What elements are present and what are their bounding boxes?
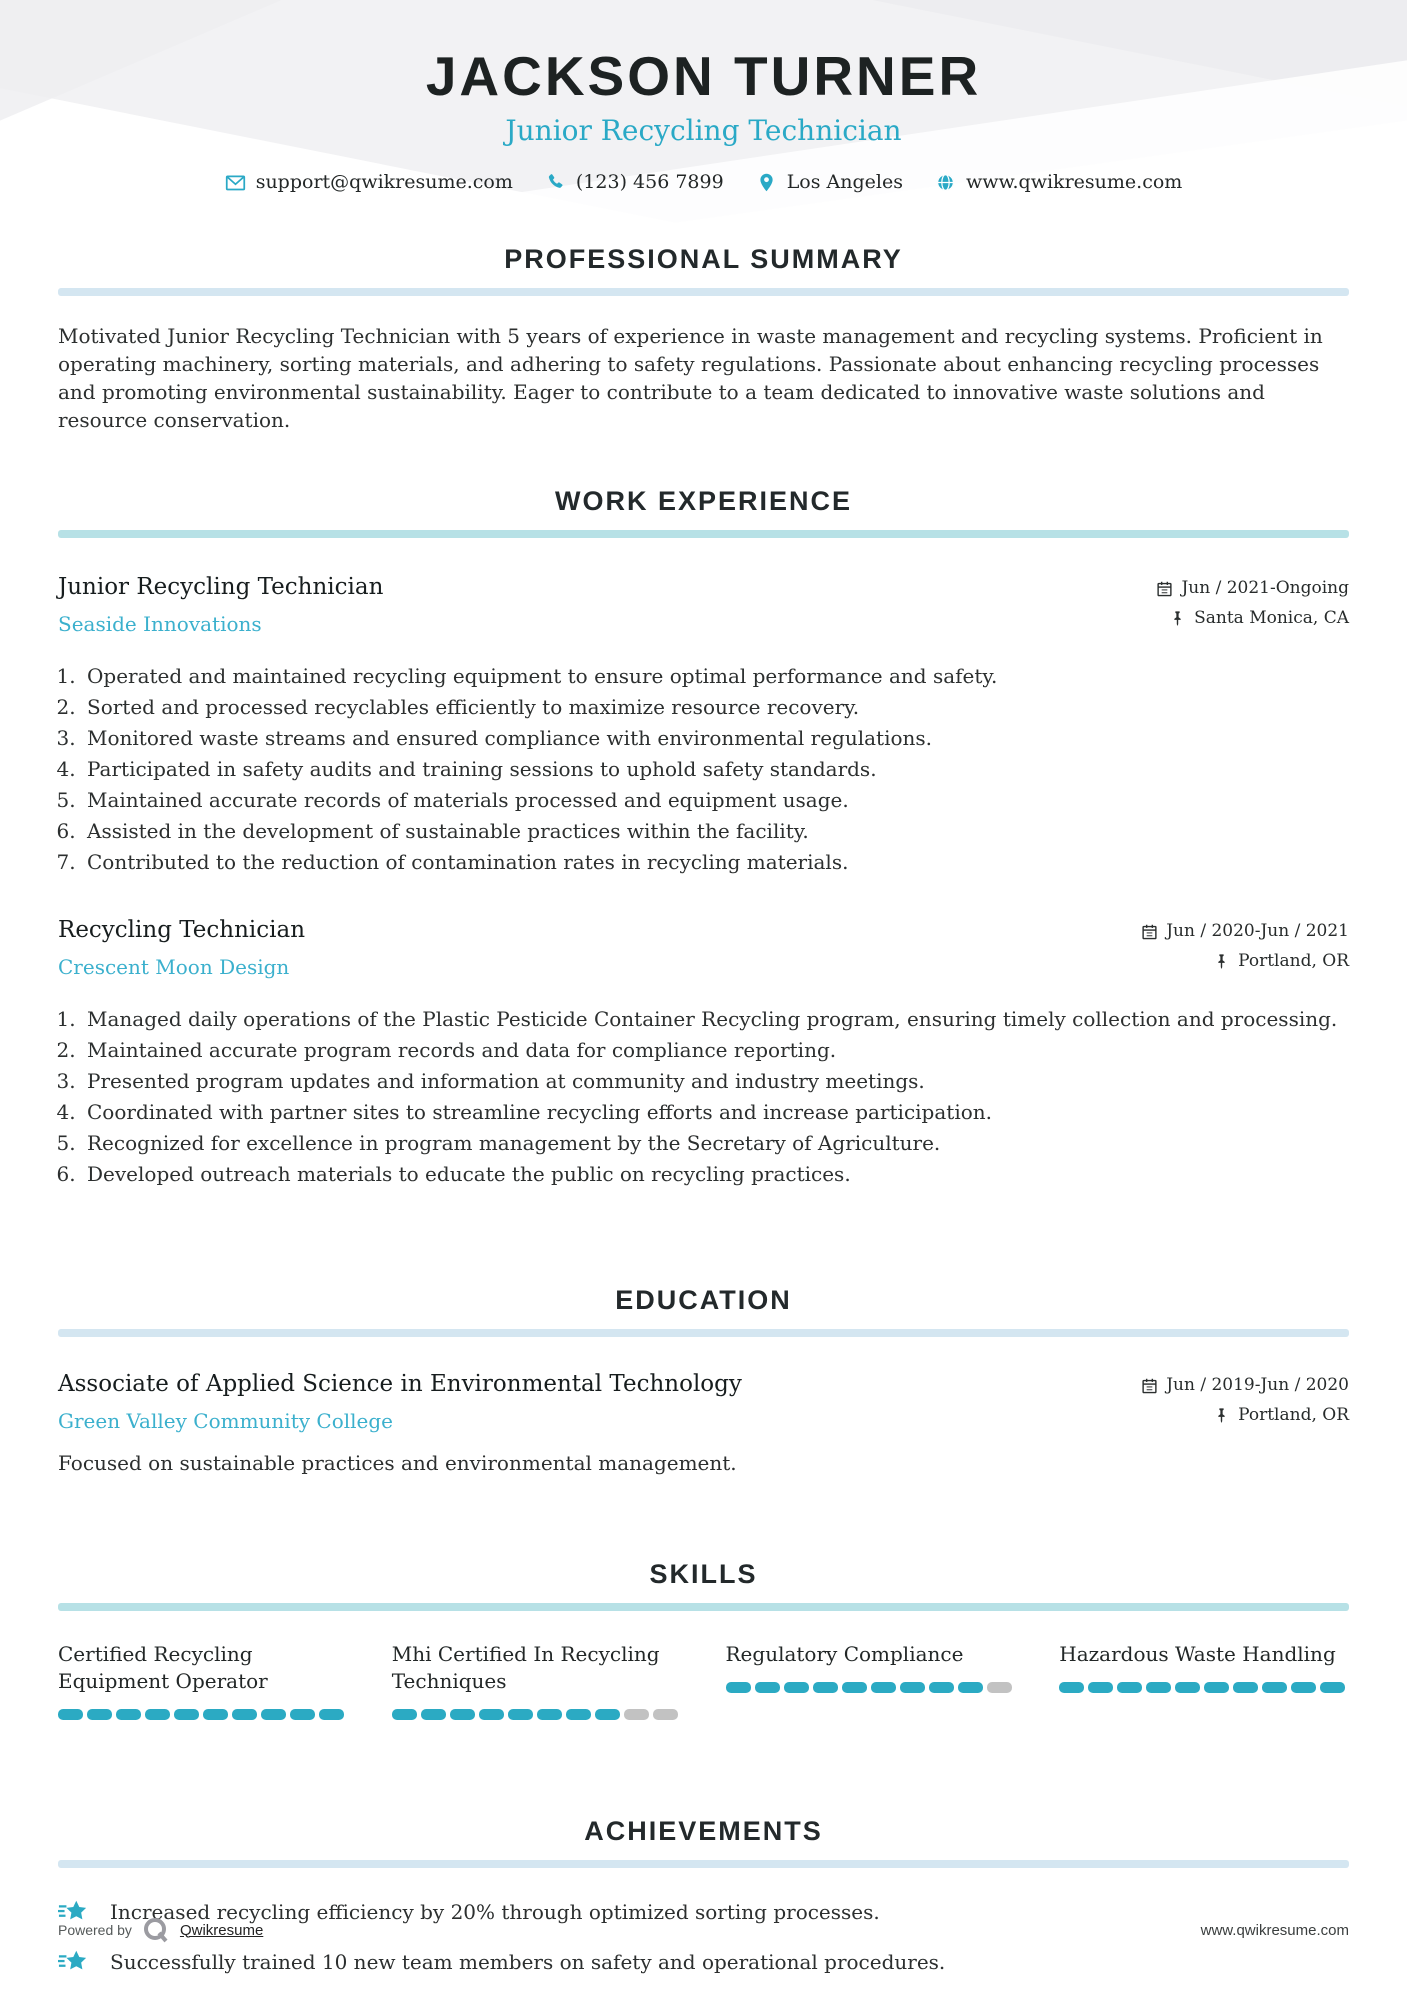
work-entry-left xyxy=(58,917,305,979)
job-duty: 2. Maintained accurate program records and data for compliance reporting. xyxy=(82,1036,1349,1065)
job-duty: 7. Contributed to the reduction of contamination rates in recycling materials. xyxy=(82,848,1349,877)
section-heading-summary: PROFESSIONAL SUMMARY xyxy=(504,244,903,274)
education-entry xyxy=(58,1371,1349,1475)
skill-bar-segment xyxy=(1059,1682,1084,1693)
job-duty: 1. Managed daily operations of the Plastic Pesticide Container Recycling program, ensuring timely collection and processing. xyxy=(82,1005,1349,1034)
skill-bar-segment xyxy=(1204,1682,1229,1693)
skill-bar-segment xyxy=(813,1682,838,1693)
contact-phone[interactable] xyxy=(537,171,732,193)
work-entry xyxy=(58,917,1349,1189)
education-dates: Jun / 2019-Jun / 2020 xyxy=(1166,1375,1349,1395)
section-divider xyxy=(58,530,1349,538)
achievement-text: Increased recycling efficiency by 20% through optimized sorting processes. xyxy=(110,1900,880,1924)
candidate-name: JACKSON TURNER xyxy=(425,45,982,107)
candidate-job-title: Junior Recycling Technician xyxy=(505,114,902,147)
contact-row xyxy=(0,171,1407,193)
work-entry-meta xyxy=(1156,574,1349,638)
skill-item xyxy=(392,1641,682,1720)
section-skills xyxy=(58,1559,1349,1720)
job-location: Portland, OR xyxy=(1238,951,1349,971)
skill-bar-segment xyxy=(900,1682,925,1693)
job-duty: 6. Assisted in the development of sustainable practices within the facility. xyxy=(82,817,1349,846)
skill-bar-segment xyxy=(319,1709,344,1720)
skill-bar-segment xyxy=(58,1709,83,1720)
pushpin-icon xyxy=(1169,610,1186,627)
job-duty: 1. Operated and maintained recycling equipment to ensure optimal performance and safety. xyxy=(82,662,1349,691)
contact-location-label: Los Angeles xyxy=(786,171,903,193)
skill-bar-segment xyxy=(174,1709,199,1720)
skill-bar-segment xyxy=(479,1709,504,1720)
skill-bar-segment xyxy=(726,1682,751,1693)
section-divider xyxy=(58,1603,1349,1611)
contact-email[interactable] xyxy=(217,171,521,193)
contact-website[interactable] xyxy=(927,171,1190,193)
job-title: Recycling Technician xyxy=(58,917,306,943)
header-banner xyxy=(0,0,1407,232)
skill-level-bar xyxy=(392,1709,682,1720)
achievement-item xyxy=(58,1948,1349,1976)
job-dates: Jun / 2021-Ongoing xyxy=(1181,578,1349,598)
skill-level-bar xyxy=(58,1709,348,1720)
degree-title: Associate of Applied Science in Environmental Technology xyxy=(58,1371,742,1397)
skill-bar-segment xyxy=(624,1709,649,1720)
contact-email-label: support@qwikresume.com xyxy=(255,171,513,193)
skill-bar-segment xyxy=(537,1709,562,1720)
skill-bar-segment xyxy=(261,1709,286,1720)
skill-bar-segment xyxy=(87,1709,112,1720)
pushpin-icon xyxy=(1213,1407,1230,1424)
skill-bar-segment xyxy=(203,1709,228,1720)
skill-bar-segment xyxy=(145,1709,170,1720)
job-duty: 4. Coordinated with partner sites to streamline recycling efforts and increase participation. xyxy=(82,1098,1349,1127)
section-divider xyxy=(58,1860,1349,1868)
job-title: Junior Recycling Technician xyxy=(58,574,384,600)
contact-website-label: www.qwikresume.com xyxy=(965,171,1183,193)
section-heading-achievements: ACHIEVEMENTS xyxy=(584,1816,823,1846)
job-duty: 4. Participated in safety audits and training sessions to uphold safety standards. xyxy=(82,755,1349,784)
skill-bar-segment xyxy=(871,1682,896,1693)
section-heading-education: EDUCATION xyxy=(615,1285,792,1315)
skills-grid xyxy=(58,1641,1349,1720)
summary-text: Motivated Junior Recycling Technician with 5 years of experience in waste management and recycling systems. Proficient in operating machinery, sorting materials, and adhering to safety regulations. Passionate about enhancing recycling processes and promoting environmental sustainability. Eager to contribute to a team dedicated to innovative waste solutions and resource conservation. xyxy=(58,324,1323,432)
skill-bar-segment xyxy=(392,1709,417,1720)
skill-bar-segment xyxy=(842,1682,867,1693)
calendar-icon xyxy=(1141,1377,1158,1394)
section-professional-summary xyxy=(58,244,1349,434)
job-duty: 5. Recognized for excellence in program management by the Secretary of Agriculture. xyxy=(82,1129,1349,1158)
skill-level-bar xyxy=(726,1682,1016,1693)
skill-bar-segment xyxy=(450,1709,475,1720)
job-duties-list xyxy=(58,662,1349,877)
work-entry xyxy=(58,574,1349,877)
job-duty: 3. Presented program updates and information at community and industry meetings. xyxy=(82,1067,1349,1096)
skill-bar-segment xyxy=(1291,1682,1316,1693)
job-duty: 2. Sorted and processed recyclables efficiently to maximize resource recovery. xyxy=(82,693,1349,722)
section-heading-skills: SKILLS xyxy=(649,1559,758,1589)
skill-bar-segment xyxy=(1088,1682,1113,1693)
calendar-icon xyxy=(1141,923,1158,940)
skill-bar-segment xyxy=(784,1682,809,1693)
education-entry-meta xyxy=(1141,1371,1349,1435)
job-dates: Jun / 2020-Jun / 2021 xyxy=(1166,921,1349,941)
work-entry-left xyxy=(58,574,383,636)
skill-name: Hazardous Waste Handling xyxy=(1059,1642,1336,1666)
pushpin-icon xyxy=(1213,953,1230,970)
contact-phone-label: (123) 456 7899 xyxy=(575,171,724,193)
skill-item xyxy=(726,1641,1016,1693)
footer-website: www.qwikresume.com xyxy=(1200,1921,1349,1939)
job-duty: 3. Monitored waste streams and ensured compliance with environmental regulations. xyxy=(82,724,1349,753)
skill-bar-segment xyxy=(1146,1682,1171,1693)
powered-by-label: Powered by xyxy=(58,1922,132,1938)
skill-bar-segment xyxy=(1320,1682,1345,1693)
skill-bar-segment xyxy=(116,1709,141,1720)
section-heading-work: WORK EXPERIENCE xyxy=(554,486,853,516)
education-location: Portland, OR xyxy=(1238,1405,1349,1425)
skill-name: Mhi Certified In Recycling Techniques xyxy=(391,1642,660,1693)
job-location: Santa Monica, CA xyxy=(1194,608,1349,628)
section-achievements xyxy=(58,1816,1349,1976)
contact-location xyxy=(748,171,911,193)
qwikresume-logo-icon xyxy=(142,1916,170,1944)
calendar-icon xyxy=(1156,580,1173,597)
skill-bar-segment xyxy=(1262,1682,1287,1693)
skill-bar-segment xyxy=(1175,1682,1200,1693)
skill-bar-segment xyxy=(421,1709,446,1720)
skill-bar-segment xyxy=(987,1682,1012,1693)
company-name: Seaside Innovations xyxy=(58,612,262,636)
skill-bar-segment xyxy=(929,1682,954,1693)
work-entry-meta xyxy=(1141,917,1349,981)
skill-bar-segment xyxy=(508,1709,533,1720)
skill-bar-segment xyxy=(653,1709,678,1720)
section-divider xyxy=(58,1329,1349,1337)
skill-bar-segment xyxy=(566,1709,591,1720)
achievement-text: Successfully trained 10 new team members on safety and operational procedures. xyxy=(110,1950,946,1974)
education-description: Focused on sustainable practices and environmental management. xyxy=(58,1451,737,1475)
envelope-icon xyxy=(225,172,246,193)
globe-icon xyxy=(935,172,956,193)
skill-bar-segment xyxy=(1117,1682,1142,1693)
school-name: Green Valley Community College xyxy=(58,1409,393,1433)
section-divider xyxy=(58,288,1349,296)
skill-bar-segment xyxy=(755,1682,780,1693)
skill-bar-segment xyxy=(958,1682,983,1693)
skill-level-bar xyxy=(1059,1682,1349,1693)
section-work-experience xyxy=(58,486,1349,1189)
job-duties-list xyxy=(58,1005,1349,1189)
resume-body xyxy=(0,244,1407,1976)
qwikresume-link[interactable]: Qwikresume xyxy=(179,1921,264,1939)
skill-name: Regulatory Compliance xyxy=(725,1642,964,1666)
skill-name: Certified Recycling Equipment Operator xyxy=(58,1642,268,1693)
job-duty: 5. Maintained accurate records of materials processed and equipment usage. xyxy=(82,786,1349,815)
skill-bar-segment xyxy=(232,1709,257,1720)
skill-bar-segment xyxy=(1233,1682,1258,1693)
job-duty: 6. Developed outreach materials to educate the public on recycling practices. xyxy=(82,1160,1349,1189)
page-footer xyxy=(58,1916,1349,1944)
company-name: Crescent Moon Design xyxy=(58,955,290,979)
skill-item xyxy=(1059,1641,1349,1693)
skill-bar-segment xyxy=(595,1709,620,1720)
skill-item xyxy=(58,1641,348,1720)
map-marker-icon xyxy=(756,172,777,193)
education-entry-left xyxy=(58,1371,742,1433)
phone-icon xyxy=(545,172,566,193)
skill-bar-segment xyxy=(290,1709,315,1720)
section-education xyxy=(58,1285,1349,1475)
shooting-star-icon xyxy=(58,1948,88,1976)
